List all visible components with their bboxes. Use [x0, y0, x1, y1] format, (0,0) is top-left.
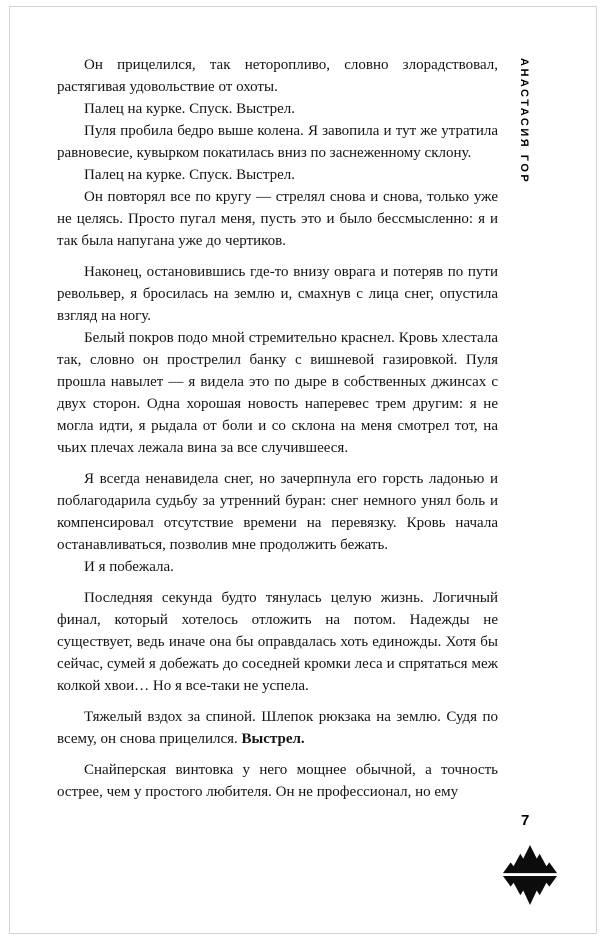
- paragraph-text: Пуля пробила бедро выше колена. Я завопила и тут же утратила равновесие, кувырком покатилась вниз по заснеженному склону.: [57, 123, 498, 161]
- paragraph: [57, 327, 498, 459]
- paragraph: [57, 164, 498, 186]
- body-text-column: [57, 54, 498, 803]
- page-number: 7: [521, 812, 530, 829]
- paragraph-text: Палец на курке. Спуск. Выстрел.: [84, 167, 295, 183]
- paragraph: [57, 261, 498, 327]
- paragraph: [57, 587, 498, 697]
- paragraph: [57, 186, 498, 252]
- bold-word: Выстрел.: [241, 731, 305, 747]
- author-name-vertical: АНАСТАСИЯ ГОР: [518, 58, 530, 185]
- paragraph-text: Последняя секунда будто тянулась целую жизнь. Логичный финал, который хотелось отложить на потом. Надежды не существует, ведь иначе она бы оправдалась хоть единожды. Хотя бы сейчас, сумей я добежать до соседней кромки леса и спрятаться меж колкой хвои… Но я все-таки не успела.: [57, 590, 498, 694]
- paragraph-text: Белый покров подо мной стремительно краснел. Кровь хлестала так, словно он прострелил банку с вишневой газировкой. Пуля прошла навылет — я видела это по дыре в собственных джинсах с двух сторон. Одна хорошая новость наперевес трем другим: я не могла идти, я рыдала от боли и со склона на меня смотрел тот, на чьих плечах лежала вина за все случившееся.: [57, 330, 498, 456]
- paragraph: [57, 706, 498, 750]
- paragraph-text: Я всегда ненавидела снег, но зачерпнула его горсть ладонью и поблагодарила судьбу за утренний буран: снег немного унял боль и компенсировал отсутствие времени на перевязку. Кровь начала останавливаться, позволив мне продолжить бежать.: [57, 471, 498, 553]
- paragraph-text: Он повторял все по кругу — стрелял снова и снова, только уже не целясь. Просто пугал меня, пусть это и было бессмысленно: я и так была напугана уже до чертиков.: [57, 189, 498, 249]
- paragraph-text: Он прицелился, так неторопливо, словно злорадствовал, растягивая удовольствие от охоты.: [57, 57, 498, 95]
- paragraph-text: И я побежала.: [84, 559, 174, 575]
- paragraph: [57, 120, 498, 164]
- paragraph: [57, 468, 498, 556]
- paragraph-text: Палец на курке. Спуск. Выстрел.: [84, 101, 295, 117]
- paragraph: [57, 54, 498, 98]
- paragraph: [57, 759, 498, 803]
- paragraph-text: Снайперская винтовка у него мощнее обычной, а точность острее, чем у простого любителя. Он не профессионал, но ему: [57, 762, 498, 800]
- paragraph: [57, 98, 498, 120]
- paragraph-text: Наконец, остановившись где-то внизу оврага и потеряв по пути револьвер, я бросилась на землю и, смахнув с лица снег, опустила взгляд на ногу.: [57, 264, 498, 324]
- pine-mountains-diamond-icon: [501, 842, 559, 908]
- paragraph-text: Тяжелый вздох за спиной. Шлепок рюкзака на землю. Судя по всему, он снова прицелился.: [57, 709, 498, 747]
- paragraph: [57, 556, 498, 578]
